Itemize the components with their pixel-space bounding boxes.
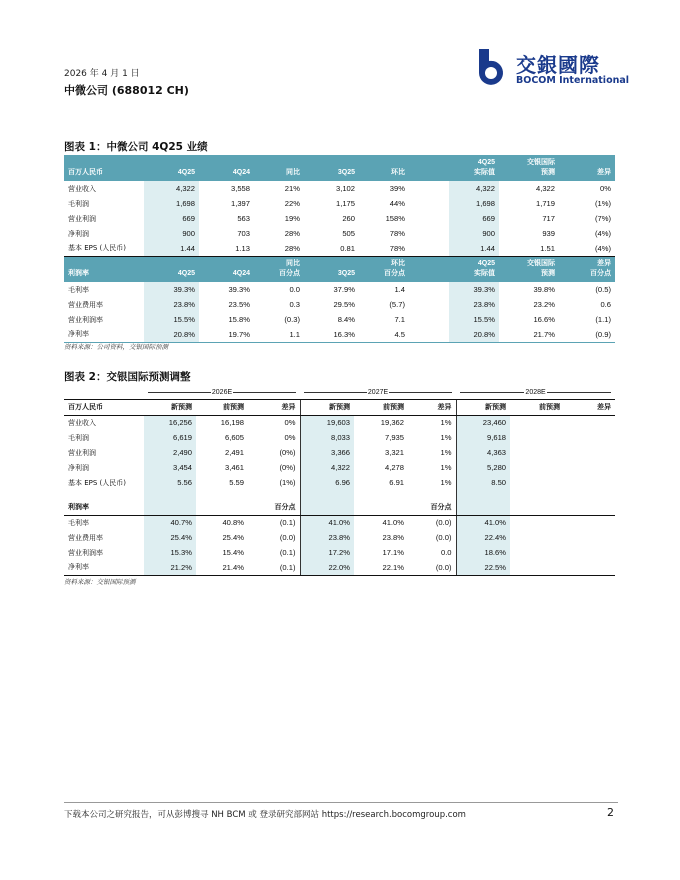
table-cell: 28% — [284, 229, 300, 238]
table-cell: 29.5% — [333, 300, 355, 309]
table-cell: 营业利润 — [68, 214, 96, 223]
table-header-cell: 新预测 — [144, 399, 196, 415]
table-cell — [409, 181, 449, 196]
table-cell: 37.9% — [333, 285, 355, 294]
spacer-row — [64, 490, 615, 500]
table-cell: 25.4% — [144, 530, 196, 545]
table-cell: 22.5% — [456, 560, 510, 575]
table-cell: 2,490 — [144, 445, 196, 460]
table-cell: 2,491 — [224, 448, 244, 457]
table-cell: (7%) — [594, 214, 611, 223]
table-header-cell — [354, 500, 408, 515]
table-cell: 78% — [359, 241, 409, 256]
table-cell: 22% — [284, 199, 300, 208]
table-cell: 25.4% — [222, 533, 244, 542]
table-cell — [564, 560, 615, 575]
table-cell — [564, 415, 615, 430]
table-header-cell: 百分点 — [408, 500, 456, 515]
table-cell: 3,558 — [230, 184, 250, 193]
table-cell: 5.56 — [144, 475, 196, 490]
table-cell: 1.44 — [449, 241, 499, 256]
table-cell: 15.5% — [144, 312, 199, 327]
table-header-cell: 前预测 — [354, 399, 408, 415]
table-cell: 669 — [449, 211, 499, 226]
figure-1-title: 图表 1：中微公司 4Q25 业绩 — [64, 141, 208, 153]
table-cell: 0.0 — [289, 285, 300, 294]
table-cell: 40.8% — [222, 518, 244, 528]
table-row — [64, 530, 615, 545]
table-cell: 4,278 — [385, 463, 405, 472]
table-cell: 1,719 — [535, 199, 555, 208]
table-cell: 营业费用率 — [68, 533, 103, 542]
logo-chinese: 交銀國際 — [516, 53, 600, 77]
table-cell: 7,935 — [385, 433, 405, 442]
table-cell: 22.1% — [354, 560, 408, 575]
table-cell: (0.5) — [595, 285, 611, 294]
table-row — [64, 460, 615, 475]
table-cell: 1% — [440, 463, 452, 472]
table-cell: 23.5% — [228, 300, 250, 309]
table-header-cell: 新预测 — [456, 399, 510, 415]
table-cell: (0.1) — [248, 560, 300, 575]
table-header-row-margins — [64, 256, 615, 282]
table-header-cell: 同比 百分点 — [254, 256, 304, 282]
table-cell: 4,322 — [300, 460, 354, 475]
table-cell: 毛利润 — [68, 199, 89, 208]
table-cell: 23.8% — [144, 297, 199, 312]
table-cell: 669 — [144, 211, 199, 226]
table-cell: 0.0 — [440, 548, 452, 557]
table-cell: 4,322 — [449, 181, 499, 196]
table-cell: 18.6% — [456, 545, 510, 560]
table-cell: 15.3% — [144, 545, 196, 560]
table-header-cell: 4Q25 实际值 — [449, 256, 499, 282]
table-header-cell: 环比 百分点 — [359, 256, 409, 282]
table-cell — [564, 460, 615, 475]
table-cell: 6.91 — [389, 478, 405, 487]
table-cell — [409, 241, 449, 256]
table-row — [64, 312, 615, 327]
bocom-logo — [473, 47, 630, 89]
table-cell — [564, 545, 615, 560]
table-cell — [196, 490, 248, 500]
table-row — [64, 475, 615, 490]
table-cell: 39.3% — [228, 285, 250, 294]
table-cell: 21.4% — [196, 560, 248, 575]
table-header-cell: 3Q25 — [304, 256, 359, 282]
table-cell: 0% — [600, 184, 611, 193]
table-cell: 939 — [542, 229, 555, 238]
table-cell: 3,321 — [385, 448, 405, 457]
table-header-cell: 4Q25 实际值 — [449, 155, 499, 181]
table-cell: 8.4% — [337, 315, 355, 324]
table-header-cell: 差异 — [559, 155, 615, 181]
table-row — [64, 297, 615, 312]
table-cell: 6,619 — [144, 430, 196, 445]
report-date: 2026 年 4 月 1 日 — [64, 69, 140, 79]
table-cell: 4,322 — [535, 184, 555, 193]
table-header-cell: 4Q24 — [199, 155, 254, 181]
table-cell: 39% — [389, 184, 405, 193]
table-cell: (1%) — [279, 478, 296, 487]
table-cell: (0.1) — [279, 518, 296, 528]
page-number: 2 — [607, 806, 614, 819]
table-header-cell: 百分点 — [248, 500, 300, 515]
table-cell: 营业利润 — [68, 448, 96, 457]
table-cell: 5,280 — [456, 460, 510, 475]
table-cell — [510, 460, 564, 475]
table-cell: 1.51 — [499, 241, 559, 256]
table-cell: (4%) — [594, 229, 611, 238]
table-header-row — [64, 399, 615, 415]
table-cell: 营业利润率 — [68, 315, 103, 324]
table-cell: 6,605 — [224, 433, 244, 442]
table-cell: 41.0% — [382, 518, 405, 528]
table-cell: (0.0) — [408, 560, 456, 575]
table-header-cell: 利润率 — [64, 256, 144, 282]
table-cell — [144, 490, 196, 500]
table-cell — [409, 196, 449, 211]
table-cell: (1%) — [594, 199, 611, 208]
table-cell: 41.0% — [300, 515, 354, 530]
table-header-cell — [196, 500, 248, 515]
table-cell: 23.2% — [533, 300, 555, 309]
table-cell: 28% — [254, 241, 304, 256]
table-cell — [564, 515, 615, 530]
figure-1-table — [64, 155, 615, 343]
table-cell: 20.8% — [449, 327, 499, 342]
table-cell: 21.7% — [499, 327, 559, 342]
table-cell — [409, 327, 449, 342]
table-row — [64, 241, 615, 256]
table-header-cell: 4Q25 — [144, 256, 199, 282]
table-row — [64, 282, 615, 297]
table-cell: 15.5% — [449, 312, 499, 327]
table-header-row — [64, 155, 615, 181]
table-header-cell: 百万人民币 — [64, 399, 144, 415]
table-cell: 7.1 — [394, 315, 405, 324]
table-header-cell: 同比 — [254, 155, 304, 181]
table-cell: 39.3% — [449, 282, 499, 297]
table-header-cell: 差异 — [248, 399, 300, 415]
table-cell — [510, 560, 564, 575]
table-row — [64, 211, 615, 226]
table-row — [64, 196, 615, 211]
table-cell: 0% — [284, 433, 296, 442]
table-cell — [510, 530, 564, 545]
table-cell — [510, 545, 564, 560]
figure-2-title: 图表 2：交银国际预测调整 — [64, 371, 191, 383]
table-row — [64, 327, 615, 342]
table-header-cell: 百万人民币 — [64, 155, 144, 181]
year-label: 2028E — [456, 386, 615, 399]
table-cell: 4,363 — [456, 445, 510, 460]
table-header-cell — [409, 256, 449, 282]
table-cell: 5.59 — [229, 478, 244, 487]
table-row — [64, 430, 615, 445]
table-cell: 19.7% — [199, 327, 254, 342]
table-cell: 260 — [342, 214, 355, 223]
table-cell: (1.1) — [595, 315, 611, 324]
table-cell: 4,322 — [144, 181, 199, 196]
table-cell: 1.1 — [254, 327, 304, 342]
table-cell: 毛利率 — [68, 518, 89, 527]
footer-divider — [64, 802, 618, 803]
table-cell: 23.8% — [382, 533, 405, 542]
table-cell — [408, 490, 456, 500]
table-cell: 4.5 — [359, 327, 409, 342]
table-cell: 3,454 — [144, 460, 196, 475]
table-cell: 基本 EPS (人民币) — [68, 478, 126, 487]
table-header-cell — [456, 500, 510, 515]
table-cell: 毛利润 — [68, 433, 89, 442]
table-cell: 营业收入 — [68, 184, 96, 193]
table-cell — [510, 415, 564, 430]
table-cell — [409, 297, 449, 312]
table-header-cell — [409, 155, 449, 181]
table-header-cell — [144, 500, 196, 515]
table-cell: (4%) — [559, 241, 615, 256]
table-header-cell: 差异 — [564, 399, 615, 415]
table-cell: 1,698 — [449, 196, 499, 211]
table-header-cell: 3Q25 — [304, 155, 359, 181]
table-cell: 17.2% — [300, 545, 354, 560]
table-cell — [564, 430, 615, 445]
table-cell: (0.0) — [435, 518, 452, 528]
table-row — [64, 560, 615, 575]
table-cell: 1,698 — [144, 196, 199, 211]
table-cell: 0.3 — [289, 300, 300, 309]
table-cell: 703 — [237, 229, 250, 238]
table-cell: 净利润 — [68, 463, 89, 472]
table-cell: 营业费用率 — [68, 300, 103, 309]
table-cell — [510, 475, 564, 490]
table-cell: 41.0% — [456, 515, 510, 530]
table-cell — [456, 490, 510, 500]
table-cell: 0.6 — [600, 300, 611, 309]
table-header-cell — [510, 500, 564, 515]
table-cell: 净利润 — [68, 229, 89, 238]
figure-2-source: 资料来源：交银国际预测 — [64, 578, 136, 586]
table-cell: 21.2% — [144, 560, 196, 575]
table-cell: (0.1) — [279, 548, 296, 557]
figure-1-source: 资料来源：公司资料，交银国际预测 — [64, 343, 168, 351]
table-cell: 8,033 — [300, 430, 354, 445]
table-row — [64, 515, 615, 530]
table-header-cell — [564, 500, 615, 515]
figure-2-table — [64, 386, 615, 576]
table-cell: 1.13 — [199, 241, 254, 256]
table-cell: (0%) — [279, 448, 296, 457]
year-header-row — [64, 386, 615, 399]
table-cell: 基本 EPS (人民币) — [64, 241, 144, 256]
footer-text: 下载本公司之研究报告，可从彭博搜寻 NH BCM 或 登录研究部网站 https://research.bocomgroup.com — [64, 810, 466, 820]
table-cell: 15.4% — [222, 548, 244, 557]
table-cell: 1.4 — [394, 285, 405, 294]
table-cell: 净利率 — [64, 560, 144, 575]
table-header-cell: 交银国际 预测 — [499, 155, 559, 181]
table-cell: 净利率 — [64, 327, 144, 342]
table-cell: 1% — [440, 433, 452, 442]
table-cell — [564, 490, 615, 500]
table-cell — [64, 386, 144, 399]
table-cell: (0.0) — [279, 533, 296, 542]
table-cell: (0.9) — [559, 327, 615, 342]
table-cell: (0%) — [279, 463, 296, 472]
table-cell — [510, 515, 564, 530]
table-cell — [409, 282, 449, 297]
table-cell: 0% — [284, 418, 296, 428]
table-cell: 15.8% — [228, 315, 250, 324]
table-cell: 717 — [542, 214, 555, 223]
table-cell — [510, 430, 564, 445]
table-cell: (0.3) — [284, 315, 300, 324]
table-cell: 3,102 — [335, 184, 355, 193]
table-cell: 6.96 — [300, 475, 354, 490]
table-header-cell: 前预测 — [510, 399, 564, 415]
table-cell: 20.8% — [144, 327, 199, 342]
table-cell: 17.1% — [382, 548, 405, 557]
table-cell — [64, 490, 144, 500]
table-cell — [354, 490, 408, 500]
year-label: 2027E — [300, 386, 456, 399]
table-cell: 21% — [284, 184, 300, 193]
table-cell: 563 — [237, 214, 250, 223]
table-cell — [409, 211, 449, 226]
table-cell: 1,175 — [335, 199, 355, 208]
table-cell: 158% — [385, 214, 405, 223]
table-cell: 16.3% — [304, 327, 359, 342]
table-cell — [300, 490, 354, 500]
table-header-cell — [300, 500, 354, 515]
table-cell: 1% — [440, 418, 452, 428]
table-subheader-row — [64, 500, 615, 515]
table-cell — [564, 475, 615, 490]
table-header-cell: 4Q25 — [144, 155, 199, 181]
table-cell: 23.8% — [449, 297, 499, 312]
table-cell: 19,603 — [300, 415, 354, 430]
table-cell: 1% — [440, 448, 452, 457]
table-header-cell: 差异 — [408, 399, 456, 415]
table-cell: 16.6% — [533, 315, 555, 324]
table-cell — [510, 490, 564, 500]
table-cell: 22.0% — [300, 560, 354, 575]
table-cell: 营业收入 — [68, 418, 96, 427]
table-row — [64, 226, 615, 241]
table-cell: (0.0) — [435, 533, 452, 542]
table-cell: 9,618 — [456, 430, 510, 445]
logo-english: BOCOM International — [516, 75, 630, 86]
table-cell — [564, 445, 615, 460]
table-header-cell: 环比 — [359, 155, 409, 181]
table-cell — [248, 490, 300, 500]
table-row — [64, 181, 615, 196]
table-cell: (5.7) — [389, 300, 405, 309]
table-cell: 19,362 — [380, 418, 405, 428]
table-row — [64, 445, 615, 460]
year-label: 2026E — [144, 386, 300, 399]
table-cell: 39.8% — [533, 285, 555, 294]
table-header-cell: 新预测 — [300, 399, 354, 415]
table-cell — [510, 445, 564, 460]
table-cell: 39.3% — [144, 282, 199, 297]
table-cell: 营业利润率 — [68, 548, 103, 557]
table-cell: 3,461 — [224, 463, 244, 472]
table-cell: 1,397 — [230, 199, 250, 208]
table-cell: 22.4% — [456, 530, 510, 545]
table-header-cell: 前预测 — [196, 399, 248, 415]
bocom-logo-icon — [473, 47, 513, 87]
table-cell: 40.7% — [144, 515, 196, 530]
table-row — [64, 545, 615, 560]
table-cell: 16,256 — [144, 415, 196, 430]
company-name: 中微公司 (688012 CH) — [64, 84, 189, 97]
table-cell: 505 — [342, 229, 355, 238]
table-cell: 1% — [440, 478, 452, 487]
table-cell: 16,198 — [220, 418, 244, 428]
table-cell: 900 — [449, 226, 499, 241]
table-cell — [564, 530, 615, 545]
table-cell: 900 — [144, 226, 199, 241]
table-cell: 毛利率 — [68, 285, 89, 294]
table-header-cell: 利润率 — [64, 500, 144, 515]
table-cell: 23,460 — [456, 415, 510, 430]
table-header-cell: 差异 百分点 — [559, 256, 615, 282]
table-cell: 78% — [389, 229, 405, 238]
table-cell: 23.8% — [300, 530, 354, 545]
table-header-cell: 交银国际 预测 — [499, 256, 559, 282]
table-cell — [409, 312, 449, 327]
table-row — [64, 415, 615, 430]
table-cell: 19% — [284, 214, 300, 223]
table-cell: 8.50 — [456, 475, 510, 490]
table-cell: 0.81 — [304, 241, 359, 256]
table-cell — [409, 226, 449, 241]
table-cell: 44% — [389, 199, 405, 208]
table-cell: 3,366 — [300, 445, 354, 460]
table-header-cell: 4Q24 — [199, 256, 254, 282]
table-cell: 1.44 — [144, 241, 199, 256]
